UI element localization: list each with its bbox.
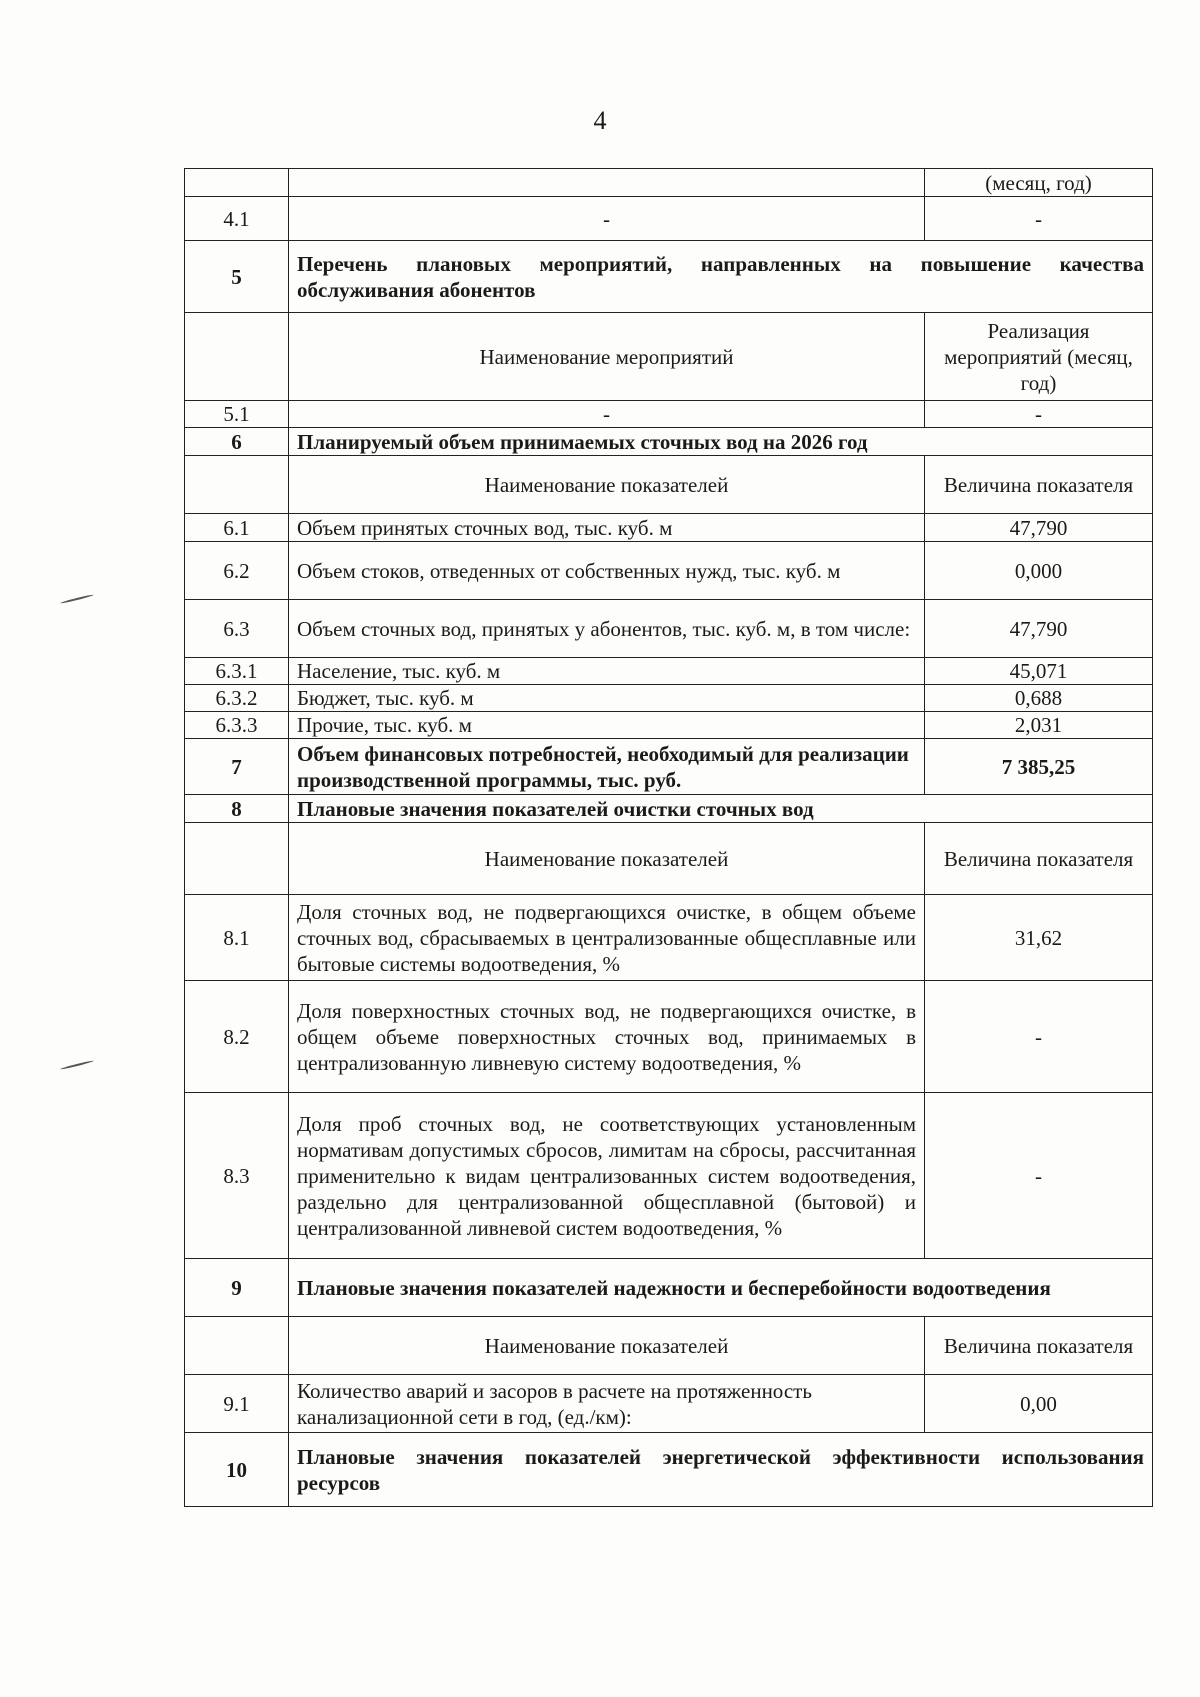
- name-cell: Доля сточных вод, не подвергающихся очистке, в общем объеме сточных вод, сбрасываемых в централизованные общесплавные или бытовые системы водоотведения, %: [289, 895, 925, 981]
- cell-empty: [185, 456, 289, 514]
- cell-empty: [185, 169, 289, 197]
- table-row: [185, 712, 1153, 739]
- section-title: Перечень плановых мероприятий, направленных на повышение качества обслуживания абонентов: [289, 241, 1153, 313]
- row-number: 6.2: [185, 542, 289, 600]
- section-row: [185, 428, 1153, 456]
- header-row: [185, 823, 1153, 895]
- scan-mark: [60, 1060, 93, 1070]
- section-row: [185, 795, 1153, 823]
- table-row: [185, 981, 1153, 1093]
- column-header-name: Наименование показателей: [289, 823, 925, 895]
- row-number: 8.3: [185, 1093, 289, 1259]
- section-number: 10: [185, 1433, 289, 1507]
- section-number: 5: [185, 241, 289, 313]
- row-number: 4.1: [185, 197, 289, 241]
- scan-mark: [60, 594, 93, 604]
- name-cell: Объем принятых сточных вод, тыс. куб. м: [289, 514, 925, 542]
- value-cell: 47,790: [925, 514, 1153, 542]
- section-row: [185, 1259, 1153, 1317]
- value-cell: 0,000: [925, 542, 1153, 600]
- row-number: 6.3.3: [185, 712, 289, 739]
- name-cell: Прочие, тыс. куб. м: [289, 712, 925, 739]
- table-row: [185, 197, 1153, 241]
- name-cell: -: [289, 401, 925, 428]
- value-cell: (месяц, год): [925, 169, 1153, 197]
- table-row: [185, 401, 1153, 428]
- name-cell: Объем сточных вод, принятых у абонентов, тыс. куб. м, в том числе:: [289, 600, 925, 658]
- column-header-value: Величина показателя: [925, 1317, 1153, 1375]
- value-cell: 31,62: [925, 895, 1153, 981]
- section-number: 8: [185, 795, 289, 823]
- section-number: 9: [185, 1259, 289, 1317]
- name-cell: Население, тыс. куб. м: [289, 658, 925, 685]
- value-cell: -: [925, 1093, 1153, 1259]
- name-cell: Объем стоков, отведенных от собственных нужд, тыс. куб. м: [289, 542, 925, 600]
- table-row: [185, 685, 1153, 712]
- row-number: 8.2: [185, 981, 289, 1093]
- table-row: [185, 514, 1153, 542]
- name-cell: Бюджет, тыс. куб. м: [289, 685, 925, 712]
- cell-empty: [185, 313, 289, 401]
- value-cell: -: [925, 197, 1153, 241]
- value-cell: 0,688: [925, 685, 1153, 712]
- table-row: [185, 739, 1153, 795]
- cell-empty: [185, 823, 289, 895]
- value-cell: 0,00: [925, 1375, 1153, 1433]
- table-row: [185, 542, 1153, 600]
- section-row: [185, 1433, 1153, 1507]
- table-row: [185, 169, 1153, 197]
- name-cell: Доля поверхностных сточных вод, не подвергающихся очистке, в общем объеме поверхностных сточных вод, принимаемых в централизованную ливневую систему водоотведения, %: [289, 981, 925, 1093]
- value-cell: 2,031: [925, 712, 1153, 739]
- row-number: 5.1: [185, 401, 289, 428]
- row-number: 6.3: [185, 600, 289, 658]
- column-header-name: Наименование мероприятий: [289, 313, 925, 401]
- header-row: [185, 313, 1153, 401]
- row-number: 7: [185, 739, 289, 795]
- row-number: 9.1: [185, 1375, 289, 1433]
- section-row: [185, 241, 1153, 313]
- section-title: Плановые значения показателей энергетической эффективности использования ресурсов: [289, 1433, 1153, 1507]
- name-cell: Доля проб сточных вод, не соответствующих установленным нормативам допустимых сбросов, лимитам на сбросы, рассчитанная применительно к видам централизованных систем водоотведения, раздельно для централизованной общесплавной (бытовой) и централизованной ливневой систем водоотведения, %: [289, 1093, 925, 1259]
- header-row: [185, 456, 1153, 514]
- section-title: Плановые значения показателей очистки сточных вод: [289, 795, 1153, 823]
- production-program-table: [184, 168, 1153, 1507]
- value-cell: 47,790: [925, 600, 1153, 658]
- section-number: 6: [185, 428, 289, 456]
- page-number: 4: [593, 106, 607, 135]
- column-header-name: Наименование показателей: [289, 1317, 925, 1375]
- column-header-value: Величина показателя: [925, 823, 1153, 895]
- row-number: 8.1: [185, 895, 289, 981]
- value-cell: -: [925, 401, 1153, 428]
- header-row: [185, 1317, 1153, 1375]
- cell-empty: [289, 169, 925, 197]
- row-number: 6.3.1: [185, 658, 289, 685]
- section-title: Планируемый объем принимаемых сточных вод на 2026 год: [289, 428, 1153, 456]
- table-row: [185, 1093, 1153, 1259]
- row-number: 6.1: [185, 514, 289, 542]
- name-cell: Количество аварий и засоров в расчете на протяженность канализационной сети в год, (ед./км):: [289, 1375, 925, 1433]
- table-row: [185, 658, 1153, 685]
- table-row: [185, 895, 1153, 981]
- table-row: [185, 1375, 1153, 1433]
- cell-empty: [185, 1317, 289, 1375]
- section-title: Плановые значения показателей надежности и бесперебойности водоотведения: [289, 1259, 1153, 1317]
- column-header-name: Наименование показателей: [289, 456, 925, 514]
- column-header-value: Реализация мероприятий (месяц, год): [925, 313, 1153, 401]
- value-cell: 7 385,25: [925, 739, 1153, 795]
- value-cell: 45,071: [925, 658, 1153, 685]
- value-cell: -: [925, 981, 1153, 1093]
- name-cell: -: [289, 197, 925, 241]
- name-cell: Объем финансовых потребностей, необходимый для реализации производственной программы, тыс. руб.: [289, 739, 925, 795]
- table-row: [185, 600, 1153, 658]
- row-number: 6.3.2: [185, 685, 289, 712]
- column-header-value: Величина показателя: [925, 456, 1153, 514]
